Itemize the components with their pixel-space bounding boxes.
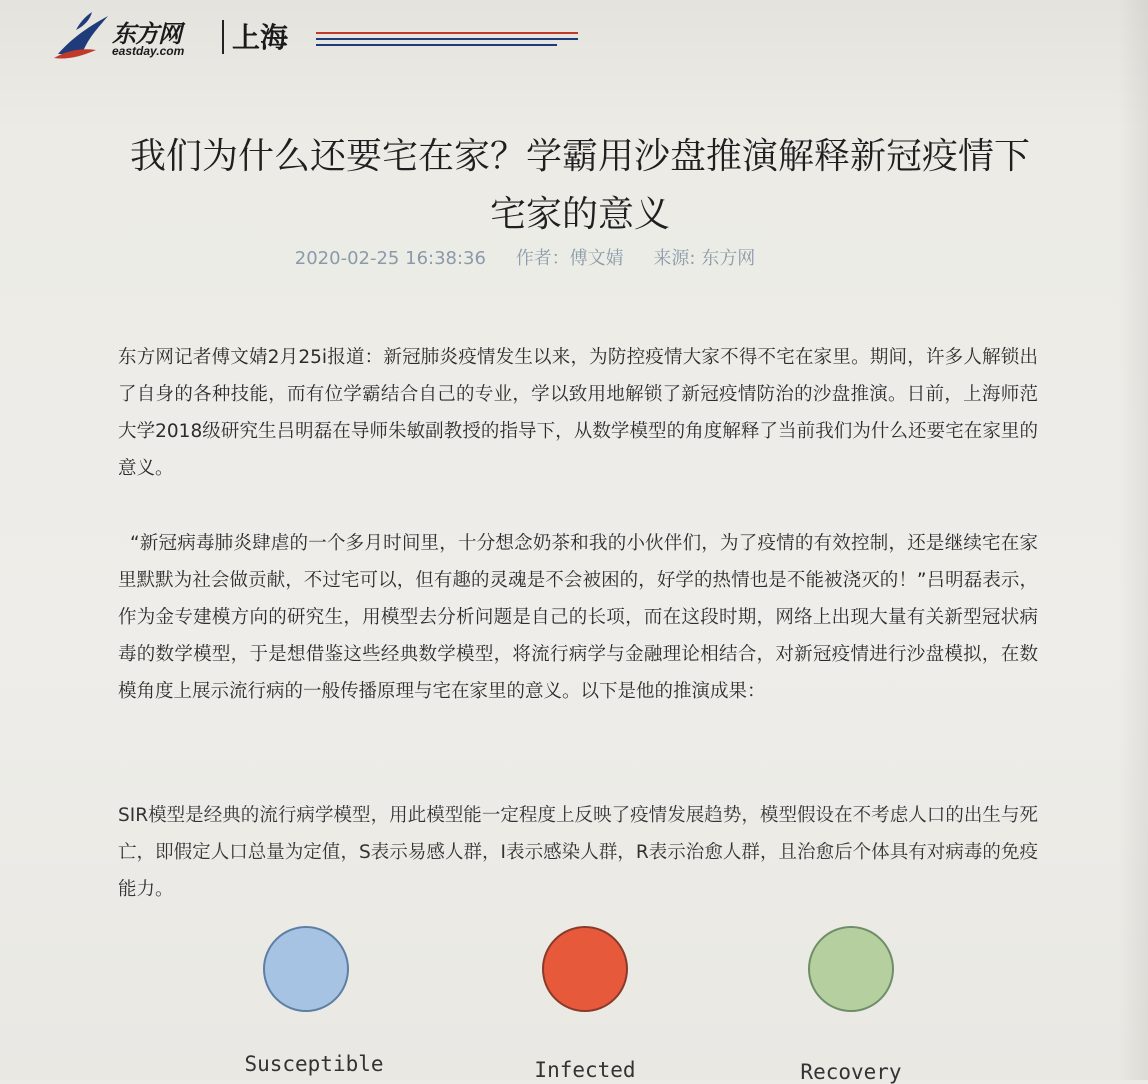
- screen-edge-shade: [1118, 0, 1148, 1080]
- site-logo[interactable]: [52, 4, 222, 64]
- article-title: 我们为什么还要宅在家？学霸用沙盘推演解释新冠疫情下宅家的意义: [129, 136, 1030, 236]
- recovery-node: [808, 926, 894, 1012]
- site-header: [0, 0, 1148, 72]
- infected-label: Infected: [534, 1058, 636, 1082]
- publish-datetime: 2020-02-25 16:38:36: [294, 248, 486, 269]
- susceptible-label: Susceptible: [244, 1052, 384, 1076]
- city-label[interactable]: 上海: [232, 21, 289, 54]
- header-decor-lines: [316, 32, 578, 52]
- article-meta: [120, 244, 930, 270]
- logo-divider: [222, 20, 224, 54]
- logo-domain: eastday.com: [112, 44, 185, 58]
- recovery-label: Recovery: [800, 1060, 902, 1084]
- susceptible-node: [263, 926, 349, 1012]
- infected-node: [542, 926, 628, 1012]
- logo-text: 东方网: [112, 19, 181, 48]
- article-source[interactable]: 来源: 东方网: [653, 248, 756, 269]
- article-paragraph: 东方网记者傅文婧2月25i报道：新冠肺炎疫情发生以来，为防控疫情大家不得不宅在家里。期间，许多人解锁出了自身的各种技能，而有位学霸结合自己的专业，学以致用地解锁了新冠疫情防治的沙盘推演。日前，上海师范大学2018级研究生吕明磊在导师朱敏副教授的指导下，从数学模型的角度解释了当前我们为什么还要宅在家里的意义。: [118, 346, 1038, 479]
- article-paragraph: “新冠病毒肺炎肆虐的一个多月时间里，十分想念奶茶和我的小伙伴们，为了疫情的有效控制，还是继续宅在家里默默为社会做贡献，不过宅可以，但有趣的灵魂是不会被困的，好学的热情也是不能被浇灭的！”吕明磊表示，作为金专建模方向的研究生，用模型去分析问题是自己的长项，而在这段时期，网络上出现大量有关新型冠状病毒的数学模型，于是想借鉴这些经典数学模型，将流行病学与金融理论相结合，对新冠疫情进行沙盘模拟，在数模角度上展示流行病的一般传播原理与宅在家里的意义。以下是他的推演成果：: [118, 532, 1038, 702]
- eastday-logo-icon: [52, 10, 112, 62]
- article-author: 作者：傅文婧: [515, 248, 624, 269]
- article-paragraph: SIR模型是经典的流行病学模型，用此模型能一定程度上反映了疫情发展趋势，模型假设在不考虑人口的出生与死亡，即假定人口总量为定值，S表示易感人群，I表示感染人群，R表示治愈人群，且治愈后个体具有对病毒的免疫能力。: [118, 804, 1038, 900]
